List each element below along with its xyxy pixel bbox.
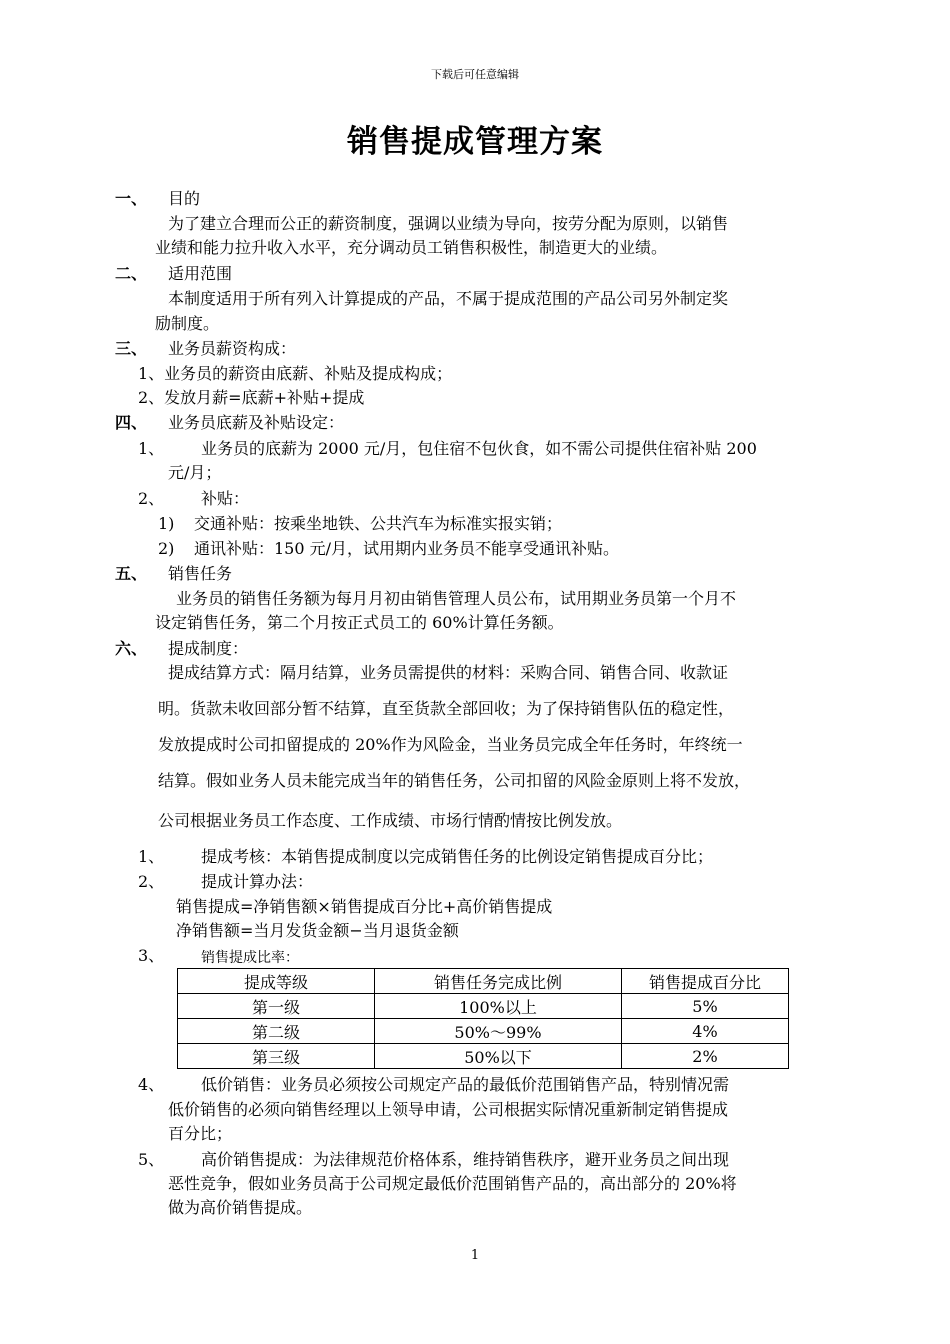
section-6-item-text: 提成计算办法： <box>201 872 314 891</box>
section-6-item-text: 高价销售提成：为法律规范价格体系，维持销售秩序，避开业务员之间出现 <box>201 1150 730 1169</box>
section-4-item-text: 元/月； <box>168 463 222 482</box>
table-header-cell: 销售提成百分比 <box>622 969 789 994</box>
page-header: 下载后可任意编辑 <box>431 68 519 81</box>
section-6-item-text: 恶性竞争，假如业务员高于公司规定最低价范围销售产品的，高出部分的 20%将 <box>168 1174 737 1193</box>
section-6-item-number: 5、 <box>138 1150 165 1169</box>
section-6-item-number: 2、 <box>138 872 165 891</box>
section-2-number: 二、 <box>115 264 148 283</box>
table-header-cell: 提成等级 <box>178 969 375 994</box>
table-cell: 100%以上 <box>375 994 622 1019</box>
document-title: 销售提成管理方案 <box>347 124 603 160</box>
section-4-item-text: 业务员的底薪为 2000 元/月，包住宿不包伙食，如不需公司提供住宿补贴 200 <box>201 439 757 458</box>
section-3-heading: 业务员薪资构成： <box>168 339 297 358</box>
section-1-heading: 目的 <box>168 189 201 208</box>
section-1-para-line: 业绩和能力拉升收入水平，充分调动员工销售积极性，制造更大的业绩。 <box>155 238 668 257</box>
page-number: 1 <box>470 1248 480 1263</box>
table-cell: 第三级 <box>178 1044 375 1069</box>
section-2-para-line: 本制度适用于所有列入计算提成的产品，不属于提成范围的产品公司另外制定奖 <box>168 289 729 308</box>
section-6-item-text: 做为高价销售提成。 <box>168 1198 313 1217</box>
section-6-para-line: 结算。假如业务人员未能完成当年的销售任务，公司扣留的风险金原则上将不发放， <box>158 771 751 790</box>
commission-rate-table <box>177 968 789 1069</box>
section-3-item: 2、发放月薪=底薪+补贴+提成 <box>138 388 365 407</box>
section-4-number: 四、 <box>115 413 148 432</box>
table-cell: 第二级 <box>178 1019 375 1044</box>
formula-line: 销售提成=净销售额×销售提成百分比+高价销售提成 <box>176 897 553 916</box>
section-3-item: 1、业务员的薪资由底薪、补贴及提成构成； <box>138 364 453 383</box>
section-6-item-text: 百分比； <box>168 1124 233 1143</box>
section-4-subitem-number: 2) <box>158 539 175 558</box>
section-6-para-line: 公司根据业务员工作态度、工作成绩、市场行情酌情按比例发放。 <box>158 811 623 830</box>
section-5-para-line: 设定销售任务，第二个月按正式员工的 60%计算任务额。 <box>155 613 564 632</box>
section-4-subitem-text: 通讯补贴：150 元/月，试用期内业务员不能享受通讯补贴。 <box>194 539 620 558</box>
table-row <box>178 1019 789 1044</box>
section-6-item-text: 低价销售：业务员必须按公司规定产品的最低价范围销售产品，特别情况需 <box>201 1075 730 1094</box>
table-cell: 2% <box>622 1044 789 1069</box>
section-1-number: 一、 <box>115 189 148 208</box>
table-cell: 50%以下 <box>375 1044 622 1069</box>
table-header-cell: 销售任务完成比例 <box>375 969 622 994</box>
section-2-para-line: 励制度。 <box>155 314 220 333</box>
section-6-item-number: 1、 <box>138 847 165 866</box>
section-5-number: 五、 <box>115 564 148 583</box>
section-6-para-line: 发放提成时公司扣留提成的 20%作为风险金，当业务员完成全年任务时，年终统一 <box>158 735 743 754</box>
section-6-item-text: 低价销售的必须向销售经理以上领导申请，公司根据实际情况重新制定销售提成 <box>168 1100 729 1119</box>
section-6-number: 六、 <box>115 639 148 658</box>
section-1-para-line: 为了建立合理而公正的薪资制度，强调以业绩为导向，按劳分配为原则，以销售 <box>168 214 729 233</box>
section-6-para-line: 提成结算方式：隔月结算，业务员需提供的材料：采购合同、销售合同、收款证 <box>168 663 729 682</box>
section-4-heading: 业务员底薪及补贴设定： <box>168 413 345 432</box>
formula-line: 净销售额=当月发货金额−当月退货金额 <box>176 921 459 940</box>
section-4-item-number: 1、 <box>138 439 165 458</box>
section-3-number: 三、 <box>115 339 148 358</box>
table-cell: 50%～99% <box>375 1019 622 1044</box>
table-cell: 5% <box>622 994 789 1019</box>
table-header-row <box>178 969 789 994</box>
section-4-subitem-text: 交通补贴：按乘坐地铁、公共汽车为标准实报实销； <box>194 514 563 533</box>
section-4-item-text: 补贴： <box>201 489 250 508</box>
section-6-item-text: 提成考核：本销售提成制度以完成销售任务的比例设定销售提成百分比； <box>201 847 714 866</box>
table-row <box>178 994 789 1019</box>
table-cell: 第一级 <box>178 994 375 1019</box>
section-5-heading: 销售任务 <box>168 564 233 583</box>
table-row <box>178 1044 789 1069</box>
section-6-item-number: 4、 <box>138 1075 165 1094</box>
section-5-para-line: 业务员的销售任务额为每月月初由销售管理人员公布，试用期业务员第一个月不 <box>176 589 737 608</box>
section-6-heading: 提成制度： <box>168 639 249 658</box>
section-4-subitem-number: 1) <box>158 514 175 533</box>
section-6-item-text: 销售提成比率： <box>201 950 299 966</box>
section-4-item-number: 2、 <box>138 489 165 508</box>
section-2-heading: 适用范围 <box>168 264 233 283</box>
section-6-para-line: 明。货款未收回部分暂不结算，直至货款全部回收；为了保持销售队伍的稳定性， <box>158 699 735 718</box>
table-cell: 4% <box>622 1019 789 1044</box>
section-6-item-number: 3、 <box>138 946 165 965</box>
